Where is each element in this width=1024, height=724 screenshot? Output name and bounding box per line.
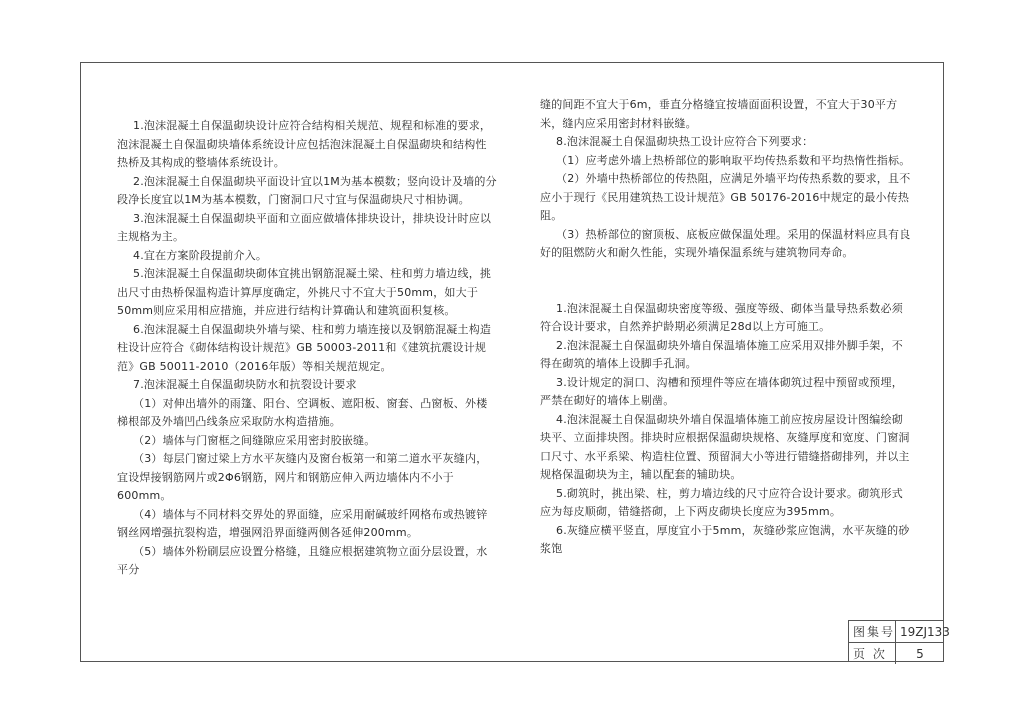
- design-para-4: 4.宜在方案阶段提前介入。: [133, 248, 268, 262]
- design-para-8-2: （2）外墙中热桥部位的传热阻，应满足外墙平均传热系数的要求，且不应小于现行《民用建筑热工设计规范》GB 50176-2016中规定的最小传热阻。: [540, 172, 911, 222]
- design-para-8-3: （3）热桥部位的窗顶板、底板应做保温处理。采用的保温材料应具有良好的阻燃防火和耐久性能，实现外墙保温系统与建筑物同寿命。: [540, 227, 911, 259]
- design-para-7-4: （4）墙体与不同材料交界处的界面缝，应采用耐碱玻纤网格布或热镀锌钢丝网增强抗裂构造，增强网沿界面缝两侧各延伸200mm。: [117, 507, 488, 539]
- design-para-3: 3.泡沫混凝土自保温砌块平面和立面应做墙体排块设计，排块设计时应以主规格为主。: [117, 211, 492, 243]
- construction-para-5: 5.砌筑时，挑出梁、柱，剪力墙边线的尺寸应符合设计要求。砌筑形式应为每皮顺砌，错缝搭砌，上下两皮砌块长度应为395mm。: [540, 486, 903, 518]
- design-para-7-3: （3）每层门窗过梁上方水平灰缝内及窗台板第一和第二道水平灰缝内，宜设焊接钢筋网片或2Φ6钢筋，网片和钢筋应伸入两边墙体内不小于600mm。: [117, 452, 488, 502]
- design-para-2: 2.泡沫混凝土自保温砌块平面设计宜以1M为基本模数；竖向设计及墙的分段净长度宜以1M为基本模数，门窗洞口尺寸宜与保温砌块尺寸相协调。: [117, 174, 497, 206]
- right-column: [540, 96, 912, 559]
- page-number-row: [849, 642, 944, 664]
- design-para-8: 8.泡沫混凝土自保温砌块热工设计应符合下列要求：: [556, 135, 814, 148]
- title-block: [848, 620, 950, 662]
- design-para-7-1: （1）对伸出墙外的雨篷、阳台、空调板、遮阳板、窗套、凸窗板、外楼梯根部及外墙凹凸线条应采取防水构造措施。: [117, 396, 488, 428]
- left-column: [117, 117, 497, 580]
- construction-para-1: 1.泡沫混凝土自保温砌块密度等级、强度等级、砌体当量导热系数必须符合设计要求，自然养护龄期必须满足28d以上方可施工。: [540, 301, 903, 333]
- design-para-1: 1.泡沫混凝土自保温砌块设计应符合结构相关规范、规程和标准的要求，泡沫混凝土自保温砌块墙体系统设计应包括泡沫混凝土自保温砌块和结构性热桥及其构成的整墙体系统设计。: [117, 119, 492, 169]
- atlas-number-row: [849, 621, 950, 642]
- construction-para-3: 3.设计规定的洞口、沟槽和预埋件等应在墙体砌筑过程中预留或预埋，严禁在砌好的墙体上剔凿。: [540, 375, 903, 407]
- design-para-8-1: （1）应考虑外墙上热桥部位的影响取平均传热系数和平均热惰性指标。: [556, 153, 911, 167]
- page-number-label: 页 次: [849, 643, 896, 664]
- design-para-7-2: （2）墙体与门窗框之间缝隙应采用密封胶嵌缝。: [133, 433, 376, 447]
- section-gap: [540, 263, 912, 300]
- atlas-number-label: 图集号: [849, 621, 896, 642]
- design-para-7: 7.泡沫混凝土自保温砌块防水和抗裂设计要求: [133, 378, 357, 391]
- design-para-7-5-cont: 缝的间距不宜大于6m，垂直分格缝宜按墙面面积设置，不宜大于30平方米，缝内应采用密封材料嵌缝。: [540, 98, 898, 130]
- construction-para-6: 6.灰缝应横平竖直，厚度宜小于5mm，灰缝砂浆应饱满，水平灰缝的砂浆饱: [540, 523, 910, 555]
- construction-para-2: 2.泡沫混凝土自保温砌块外墙自保温墙体施工应采用双排外脚手架，不得在砌筑的墙体上设脚手孔洞。: [540, 338, 903, 370]
- design-para-5: 5.泡沫混凝土自保温砌块砌体宜挑出钢筋混凝土梁、柱和剪力墙边线，挑出尺寸由热桥保温构造计算厚度确定，外挑尺寸不宜大于50mm，如大于50mm则应采用相应措施，并应进行结构计算确认和建筑面积复核。: [117, 267, 492, 317]
- construction-para-4: 4.泡沫混凝土自保温砌块外墙自保温墙体施工前应按房屋设计图编绘砌块平、立面排块图。排块时应根据保温砌块规格、灰缝厚度和宽度、门窗洞口尺寸、水平系梁、构造柱位置、预留洞大小等进行错缝搭砌排列，并以主规格保温砌块为主，辅以配套的辅助块。: [540, 412, 910, 481]
- page-number-value: 5: [916, 646, 924, 661]
- atlas-number-value: 19ZJ133: [900, 624, 950, 639]
- design-para-7-5: （5）墙体外粉刷层应设置分格缝，且缝应根据建筑物立面分层设置，水平分: [117, 544, 488, 576]
- design-para-6: 6.泡沫混凝土自保温砌块外墙与梁、柱和剪力墙连接以及钢筋混凝土构造柱设计应符合《砌体结构设计规范》GB 50003-2011和《建筑抗震设计规范》GB 50011-2010（2016年版）等相关规范规定。: [117, 322, 492, 373]
